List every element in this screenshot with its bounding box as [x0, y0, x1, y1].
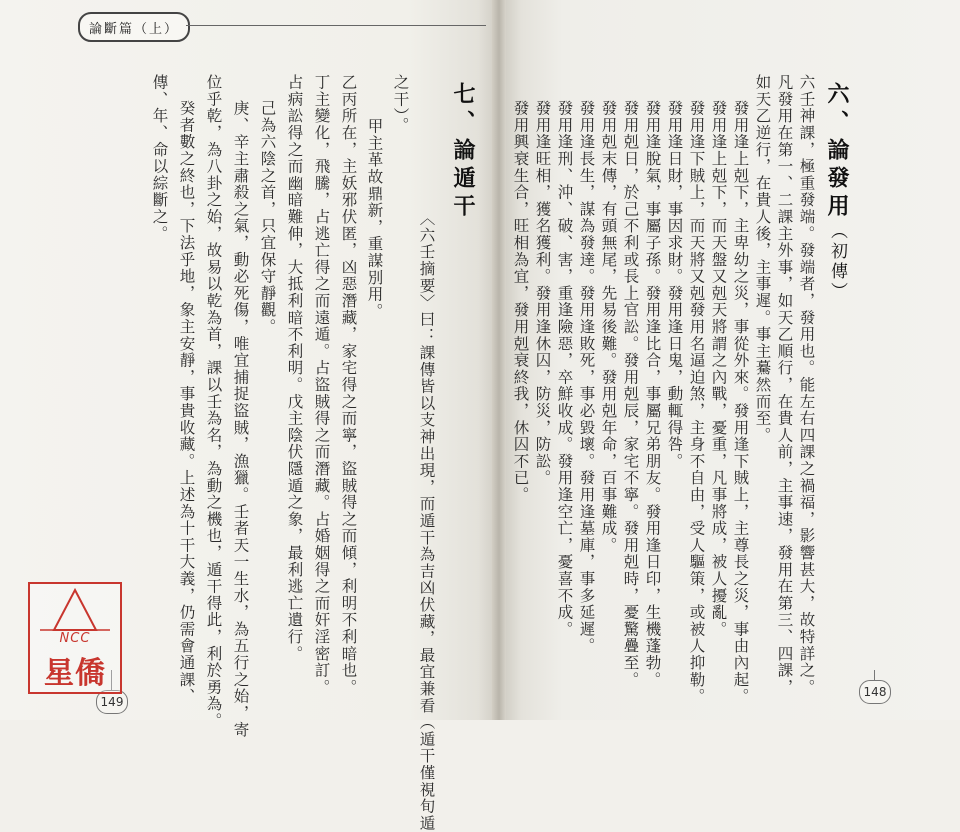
right-text-column: 發用逢下賊上，而天將又剋發用名逼迫煞，主身不自由，受人驅策，或被人抑勒。 [687, 100, 706, 705]
left-text-column: 〈六壬摘要〉曰：課傳皆以支神出現，而遁干為吉凶伏藏，最宜兼看（遁干僅視旬遁 [417, 210, 436, 832]
left-text-column: 甲主革故鼎新，重謀別用。 [365, 118, 384, 320]
ncc-publisher-stamp [28, 582, 122, 694]
stamp-publisher-name: 星僑 [44, 656, 106, 691]
left-text-column: 己為六陰之首，只宜保守靜觀。 [258, 100, 277, 336]
left-page-number: 149 [96, 690, 128, 714]
right-page [498, 0, 960, 720]
left-text-column: 乙丙所在，主妖邪伏匿，凶惡潛藏，家宅得之而寧，盜賊得之而傾，利明不利暗也。 [339, 74, 358, 696]
right-text-column: 發用逢長生，謀為發達。發用逢敗死，事必毀壞。發用逢墓庫，事多延遲。 [577, 100, 596, 655]
right-heading-subtitle: （初傳） [827, 222, 847, 302]
right-page-number: 148 [859, 680, 891, 704]
left-text-column: 庚、辛主肅殺之氣，動必死傷，唯宜捕捉盜賊，漁獵。壬者天一生水，為五行之始，寄 [231, 100, 250, 739]
left-text-column: 丁主變化，飛騰，占逃亡得之而遠遁。占盜賊得之而潛藏。占婚姻得之而奸淫密訂。 [312, 74, 331, 696]
right-text-column: 發用逢脫氣，事屬子孫。發用逢比合，事屬兄弟朋友。發用逢日印，生機蓬勃。 [643, 100, 662, 688]
right-text-column: 六壬神課，極重發端。發端者，發用也。能左右四課之禍福，影響甚大，故特詳之。 [797, 74, 816, 696]
right-text-column: 發用逢刑、沖、破、害，重逢險惡，卒鮮收成。發用逢空亡，憂喜不成。 [555, 100, 574, 638]
right-text-column: 發用逢日財，事因求財。發用逢日鬼，動輒得咎。 [665, 100, 684, 470]
stamp-ncc-text: NCC [59, 631, 91, 646]
right-text-column: 發用剋日，於己不利或長上官訟。發用剋辰，家宅不寧。發用剋時，憂驚疊至。 [621, 100, 640, 688]
left-section-heading [448, 82, 479, 222]
right-text-column: 發用逢旺相，獲名獲利。發用逢休囚，防災，防訟。 [533, 100, 552, 487]
left-heading-title: 七、論遁干 [450, 82, 476, 222]
right-text-column: 發用剋末傳，有頭無尾，先易後難。發用剋年命，百事難成。 [599, 100, 618, 554]
right-text-column: 如天乙逆行，在貴人後，主事遲。事主驀然而至。 [753, 74, 772, 444]
left-text-column: 癸者數之終也，下法乎地，象主安靜，事貴收藏。上述為十干大義，仍需會通課、 [177, 100, 196, 705]
left-text-column: 位乎乾，為八卦之始，故易以乾為首，課以壬為名，為動之機也，遁干得此，利於勇為。 [204, 74, 223, 730]
left-text-column: 傳、年、命以綜斷之。 [150, 74, 169, 242]
right-text-column: 發用逢上剋下，而天盤又剋天將謂之內戰，憂重，凡事將成，被人擾亂。 [709, 100, 728, 638]
left-text-column: 之干）。 [391, 74, 410, 134]
right-text-column: 發用逢上剋下，主卑幼之災，事從外來。發用逢下賊上，主尊長之災，事由內起。 [731, 100, 750, 705]
book-spine [492, 0, 506, 720]
right-text-column: 發用興衰生合，旺相為宜，發用剋衰終我，休囚不已。 [511, 100, 530, 504]
right-text-column: 凡發用在第一、二課主外事，如天乙順行，在貴人前，主事速，發用在第三、四課， [775, 74, 794, 696]
section-header-tab: 論斷篇（上） [78, 12, 190, 42]
right-section-heading [822, 82, 853, 302]
left-text-column: 占病訟得之而幽暗難伸，大抵利暗不利明。戊主陰伏隱遁之象，最利逃亡遺行。 [285, 74, 304, 662]
header-rule [186, 25, 486, 26]
right-heading-title: 六、論發用 [824, 82, 850, 222]
